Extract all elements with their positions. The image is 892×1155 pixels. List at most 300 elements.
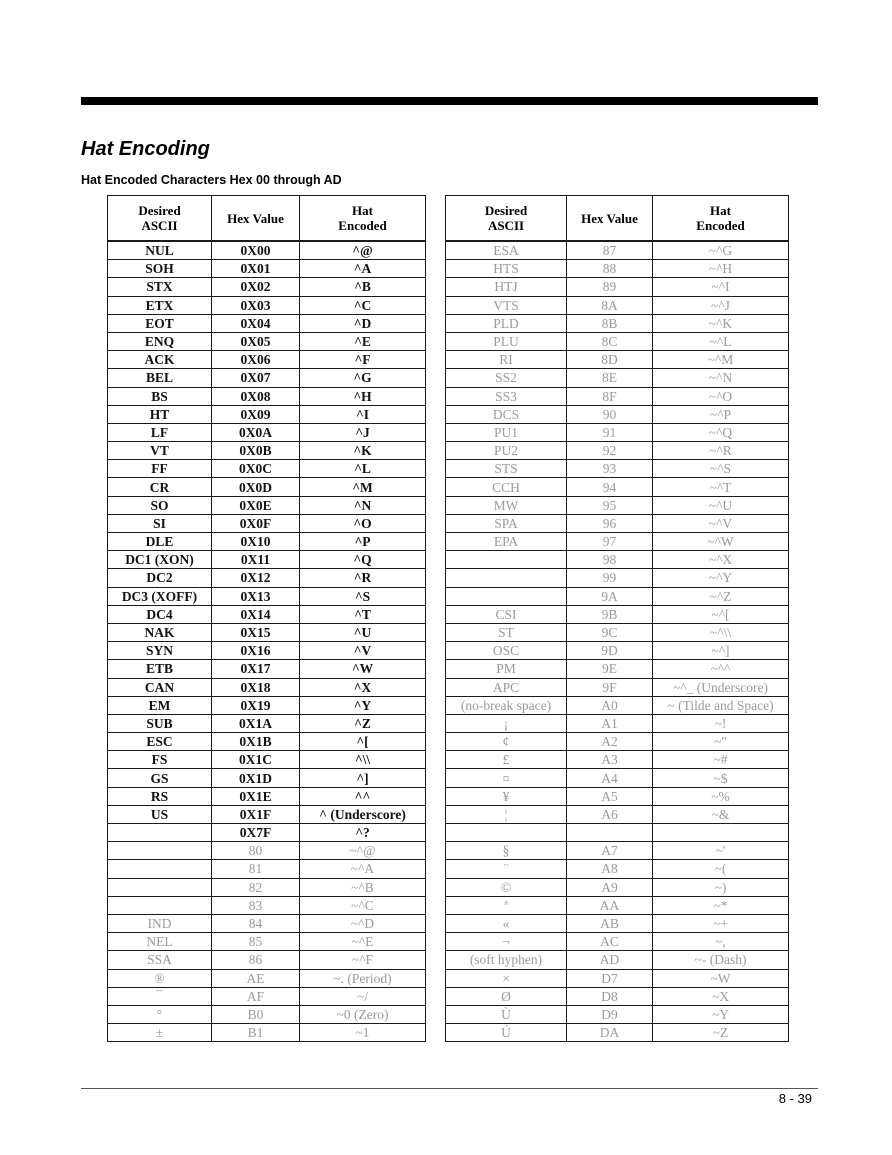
- col-header-hex-value: Hex Value: [567, 196, 653, 242]
- table-row: [446, 842, 789, 860]
- cell-hex-value: D9: [567, 1005, 653, 1023]
- cell-hat-encoded: ~^G: [653, 241, 789, 260]
- cell-hex-value: D8: [567, 987, 653, 1005]
- cell-desired-ascii: °: [108, 1005, 212, 1023]
- cell-hex-value: 0X1A: [212, 714, 300, 732]
- cell-hex-value: 96: [567, 514, 653, 532]
- cell-hex-value: 0X14: [212, 605, 300, 623]
- table-body-left: [108, 241, 426, 1042]
- cell-hex-value: 0X04: [212, 314, 300, 332]
- cell-hat-encoded: ~^X: [653, 551, 789, 569]
- cell-desired-ascii: PU2: [446, 442, 567, 460]
- cell-desired-ascii: PU1: [446, 423, 567, 441]
- table-caption: Hat Encoded Characters Hex 00 through AD: [81, 173, 342, 187]
- table-row: [446, 678, 789, 696]
- col-header-desired-ascii: Desired ASCII: [446, 196, 567, 242]
- table-row: [108, 1005, 426, 1023]
- cell-desired-ascii: CAN: [108, 678, 212, 696]
- table-row: [108, 678, 426, 696]
- cell-hex-value: A9: [567, 878, 653, 896]
- cell-desired-ascii: NAK: [108, 623, 212, 641]
- cell-desired-ascii: IND: [108, 914, 212, 932]
- cell-hat-encoded: ~^M: [653, 351, 789, 369]
- cell-hex-value: 0X0E: [212, 496, 300, 514]
- cell-hat-encoded: ~ (Tilde and Space): [653, 696, 789, 714]
- cell-hat-encoded: ~Z: [653, 1024, 789, 1042]
- table-row: [446, 787, 789, 805]
- cell-hex-value: 0X13: [212, 587, 300, 605]
- table-body-right: [446, 241, 789, 1042]
- cell-desired-ascii: ETX: [108, 296, 212, 314]
- cell-hex-value: 92: [567, 442, 653, 460]
- cell-desired-ascii: DC1 (XON): [108, 551, 212, 569]
- cell-hat-encoded: ~*: [653, 896, 789, 914]
- cell-desired-ascii: RS: [108, 787, 212, 805]
- table-row: [446, 587, 789, 605]
- table-row: [446, 805, 789, 823]
- cell-desired-ascii: HT: [108, 405, 212, 423]
- col-header-hat-encoded: Hat Encoded: [300, 196, 426, 242]
- cell-hex-value: 0X08: [212, 387, 300, 405]
- cell-hex-value: 8F: [567, 387, 653, 405]
- cell-hat-encoded: ~^O: [653, 387, 789, 405]
- cell-hex-value: 8E: [567, 369, 653, 387]
- cell-hat-encoded: ~^W: [653, 533, 789, 551]
- cell-desired-ascii: ±: [108, 1024, 212, 1042]
- table-row: [108, 514, 426, 532]
- table-row: [446, 933, 789, 951]
- cell-desired-ascii: [446, 551, 567, 569]
- cell-hex-value: 9A: [567, 587, 653, 605]
- table-row: [108, 460, 426, 478]
- cell-hex-value: AE: [212, 969, 300, 987]
- cell-desired-ascii: ST: [446, 623, 567, 641]
- table-row: [446, 769, 789, 787]
- cell-hat-encoded: ~W: [653, 969, 789, 987]
- cell-hex-value: A0: [567, 696, 653, 714]
- cell-desired-ascii: OSC: [446, 642, 567, 660]
- cell-hat-encoded: ^L: [300, 460, 426, 478]
- cell-desired-ascii: PLU: [446, 332, 567, 350]
- cell-hex-value: 0X10: [212, 533, 300, 551]
- cell-desired-ascii: CCH: [446, 478, 567, 496]
- table-row: [446, 751, 789, 769]
- cell-hat-encoded: ^V: [300, 642, 426, 660]
- cell-hex-value: 8A: [567, 296, 653, 314]
- cell-hex-value: 83: [212, 896, 300, 914]
- cell-desired-ascii: PLD: [446, 314, 567, 332]
- cell-hex-value: 8B: [567, 314, 653, 332]
- cell-hex-value: A6: [567, 805, 653, 823]
- cell-hex-value: 8C: [567, 332, 653, 350]
- table-row: [108, 351, 426, 369]
- cell-hex-value: 88: [567, 260, 653, 278]
- table-row: [446, 951, 789, 969]
- cell-desired-ascii: [446, 824, 567, 842]
- table-row: [446, 260, 789, 278]
- table-row: [108, 660, 426, 678]
- cell-desired-ascii: ª: [446, 896, 567, 914]
- cell-hex-value: 85: [212, 933, 300, 951]
- cell-desired-ascii: (no-break space): [446, 696, 567, 714]
- cell-hat-encoded: ~%: [653, 787, 789, 805]
- cell-desired-ascii: «: [446, 914, 567, 932]
- cell-hex-value: 0X01: [212, 260, 300, 278]
- table-row: [446, 460, 789, 478]
- cell-desired-ascii: Ù: [446, 1005, 567, 1023]
- cell-desired-ascii: ®: [108, 969, 212, 987]
- table-row: [108, 914, 426, 932]
- cell-hat-encoded: ~^]: [653, 642, 789, 660]
- cell-hex-value: 90: [567, 405, 653, 423]
- table-row: [108, 533, 426, 551]
- cell-hex-value: 9C: [567, 623, 653, 641]
- cell-hat-encoded: ~1: [300, 1024, 426, 1042]
- table-row: [446, 423, 789, 441]
- cell-desired-ascii: BEL: [108, 369, 212, 387]
- table-row: [446, 714, 789, 732]
- cell-hat-encoded: ^O: [300, 514, 426, 532]
- cell-desired-ascii: ¡: [446, 714, 567, 732]
- cell-desired-ascii: FF: [108, 460, 212, 478]
- table-row: [108, 987, 426, 1005]
- cell-hex-value: A3: [567, 751, 653, 769]
- cell-hex-value: 91: [567, 423, 653, 441]
- cell-hex-value: A5: [567, 787, 653, 805]
- cell-hex-value: 80: [212, 842, 300, 860]
- table-row: [108, 733, 426, 751]
- table-row: [446, 241, 789, 260]
- cell-hex-value: 0X0A: [212, 423, 300, 441]
- table-row: [108, 1024, 426, 1042]
- table-row: [446, 696, 789, 714]
- cell-hat-encoded: ^R: [300, 569, 426, 587]
- table-row: [446, 1024, 789, 1042]
- cell-desired-ascii: EOT: [108, 314, 212, 332]
- cell-desired-ascii: DCS: [446, 405, 567, 423]
- cell-desired-ascii: VTS: [446, 296, 567, 314]
- cell-hex-value: 94: [567, 478, 653, 496]
- cell-hat-encoded: ~^R: [653, 442, 789, 460]
- table-row: [108, 751, 426, 769]
- table-row: [446, 442, 789, 460]
- cell-hat-encoded: ~^L: [653, 332, 789, 350]
- cell-hex-value: 0X16: [212, 642, 300, 660]
- cell-hat-encoded: ^J: [300, 423, 426, 441]
- cell-hat-encoded: ^M: [300, 478, 426, 496]
- cell-hex-value: 97: [567, 533, 653, 551]
- cell-desired-ascii: GS: [108, 769, 212, 787]
- cell-hat-encoded: ^E: [300, 332, 426, 350]
- table-row: [446, 969, 789, 987]
- cell-hex-value: AB: [567, 914, 653, 932]
- cell-desired-ascii: ESA: [446, 241, 567, 260]
- cell-hex-value: 9B: [567, 605, 653, 623]
- cell-hex-value: 0X1B: [212, 733, 300, 751]
- table-row: [108, 478, 426, 496]
- cell-desired-ascii: EM: [108, 696, 212, 714]
- cell-hex-value: 82: [212, 878, 300, 896]
- cell-desired-ascii: RI: [446, 351, 567, 369]
- hat-encoding-table-right: [445, 195, 789, 1042]
- cell-hat-encoded: ^B: [300, 278, 426, 296]
- table-row: [108, 714, 426, 732]
- cell-desired-ascii: STS: [446, 460, 567, 478]
- cell-hat-encoded: ~^N: [653, 369, 789, 387]
- cell-hat-encoded: ^\\: [300, 751, 426, 769]
- cell-desired-ascii: ACK: [108, 351, 212, 369]
- cell-hat-encoded: ^C: [300, 296, 426, 314]
- cell-desired-ascii: ¦: [446, 805, 567, 823]
- cell-desired-ascii: PM: [446, 660, 567, 678]
- table-row: [446, 387, 789, 405]
- cell-desired-ascii: ESC: [108, 733, 212, 751]
- table-row: [446, 896, 789, 914]
- table-row: [108, 260, 426, 278]
- cell-desired-ascii: [108, 878, 212, 896]
- cell-desired-ascii: CSI: [446, 605, 567, 623]
- cell-hex-value: [567, 824, 653, 842]
- table-row: [108, 951, 426, 969]
- table-row: [446, 551, 789, 569]
- cell-hat-encoded: ~^V: [653, 514, 789, 532]
- table-row: [108, 605, 426, 623]
- cell-hat-encoded: ~": [653, 733, 789, 751]
- table-row: [108, 860, 426, 878]
- section-title: Hat Encoding: [81, 138, 210, 160]
- cell-desired-ascii: SS3: [446, 387, 567, 405]
- col-header-hat-encoded: Hat Encoded: [653, 196, 789, 242]
- cell-hat-encoded: ^F: [300, 351, 426, 369]
- cell-hat-encoded: ^H: [300, 387, 426, 405]
- cell-hat-encoded: [653, 824, 789, 842]
- cell-hat-encoded: ~): [653, 878, 789, 896]
- cell-hat-encoded: ~^Q: [653, 423, 789, 441]
- cell-hat-encoded: ~^Z: [653, 587, 789, 605]
- cell-hex-value: A8: [567, 860, 653, 878]
- table-row: [108, 787, 426, 805]
- cell-hat-encoded: ~$: [653, 769, 789, 787]
- table-row: [108, 387, 426, 405]
- cell-hex-value: 0X05: [212, 332, 300, 350]
- cell-hex-value: 84: [212, 914, 300, 932]
- table-row: [108, 933, 426, 951]
- cell-desired-ascii: SYN: [108, 642, 212, 660]
- cell-hat-encoded: ~^S: [653, 460, 789, 478]
- table-row: [446, 1005, 789, 1023]
- table-row: [446, 278, 789, 296]
- cell-hex-value: 0X1F: [212, 805, 300, 823]
- cell-hex-value: D7: [567, 969, 653, 987]
- cell-desired-ascii: [108, 896, 212, 914]
- cell-hex-value: 0X18: [212, 678, 300, 696]
- table-row: [446, 369, 789, 387]
- cell-hex-value: 9D: [567, 642, 653, 660]
- cell-hat-encoded: ^ (Underscore): [300, 805, 426, 823]
- cell-desired-ascii: [108, 842, 212, 860]
- cell-desired-ascii: SUB: [108, 714, 212, 732]
- cell-hat-encoded: ^K: [300, 442, 426, 460]
- table-row: [108, 587, 426, 605]
- table-row: [108, 332, 426, 350]
- table-row: [108, 442, 426, 460]
- cell-hat-encoded: ~^J: [653, 296, 789, 314]
- cell-hex-value: 0X0B: [212, 442, 300, 460]
- cell-desired-ascii: SOH: [108, 260, 212, 278]
- col-header-hex-value: Hex Value: [212, 196, 300, 242]
- cell-desired-ascii: [108, 824, 212, 842]
- cell-hex-value: B1: [212, 1024, 300, 1042]
- cell-desired-ascii: ¨: [446, 860, 567, 878]
- cell-hex-value: 8D: [567, 351, 653, 369]
- cell-desired-ascii: ¬: [446, 933, 567, 951]
- hat-encoding-table-left: [107, 195, 426, 1042]
- table-row: [108, 805, 426, 823]
- cell-desired-ascii: CR: [108, 478, 212, 496]
- table-row: [446, 878, 789, 896]
- cell-desired-ascii: ETB: [108, 660, 212, 678]
- cell-hex-value: 0X12: [212, 569, 300, 587]
- cell-hat-encoded: ^^: [300, 787, 426, 805]
- cell-hex-value: 0X17: [212, 660, 300, 678]
- cell-hat-encoded: ^W: [300, 660, 426, 678]
- table-row: [108, 278, 426, 296]
- cell-hat-encoded: ~^U: [653, 496, 789, 514]
- cell-hat-encoded: ^N: [300, 496, 426, 514]
- cell-desired-ascii: LF: [108, 423, 212, 441]
- cell-hat-encoded: ~^^: [653, 660, 789, 678]
- table-row: [108, 241, 426, 260]
- table-row: [446, 533, 789, 551]
- cell-desired-ascii: DLE: [108, 533, 212, 551]
- cell-hat-encoded: ~/: [300, 987, 426, 1005]
- cell-hat-encoded: ^T: [300, 605, 426, 623]
- cell-hat-encoded: ~^_ (Underscore): [653, 678, 789, 696]
- cell-desired-ascii: Ú: [446, 1024, 567, 1042]
- cell-hat-encoded: ~^\\: [653, 623, 789, 641]
- table-row: [446, 496, 789, 514]
- table-row: [108, 769, 426, 787]
- table-row: [446, 351, 789, 369]
- table-row: [446, 569, 789, 587]
- cell-desired-ascii: ×: [446, 969, 567, 987]
- cell-desired-ascii: DC2: [108, 569, 212, 587]
- cell-hat-encoded: ^S: [300, 587, 426, 605]
- cell-hat-encoded: ^]: [300, 769, 426, 787]
- cell-hat-encoded: ~. (Period): [300, 969, 426, 987]
- cell-desired-ascii: VT: [108, 442, 212, 460]
- cell-hat-encoded: ^P: [300, 533, 426, 551]
- cell-hat-encoded: ~^K: [653, 314, 789, 332]
- cell-hat-encoded: ^U: [300, 623, 426, 641]
- table-row: [108, 623, 426, 641]
- cell-hat-encoded: ~+: [653, 914, 789, 932]
- cell-desired-ascii: SSA: [108, 951, 212, 969]
- cell-hat-encoded: ^Q: [300, 551, 426, 569]
- cell-hex-value: 95: [567, 496, 653, 514]
- cell-hex-value: A7: [567, 842, 653, 860]
- cell-hex-value: 0X0F: [212, 514, 300, 532]
- cell-hat-encoded: ~^[: [653, 605, 789, 623]
- cell-hat-encoded: ~^A: [300, 860, 426, 878]
- cell-hat-encoded: ~^C: [300, 896, 426, 914]
- cell-desired-ascii: [108, 860, 212, 878]
- cell-desired-ascii: DC4: [108, 605, 212, 623]
- cell-hat-encoded: ~^E: [300, 933, 426, 951]
- table-row: [446, 642, 789, 660]
- cell-hat-encoded: ~^Y: [653, 569, 789, 587]
- cell-hex-value: 9F: [567, 678, 653, 696]
- cell-hex-value: 0X00: [212, 241, 300, 260]
- cell-desired-ascii: SO: [108, 496, 212, 514]
- table-row: [108, 296, 426, 314]
- col-header-desired-ascii: Desired ASCII: [108, 196, 212, 242]
- cell-hex-value: 0X11: [212, 551, 300, 569]
- cell-hex-value: 0X07: [212, 369, 300, 387]
- cell-hat-encoded: ^X: [300, 678, 426, 696]
- cell-hex-value: 0X15: [212, 623, 300, 641]
- cell-hex-value: A4: [567, 769, 653, 787]
- table-row: [108, 969, 426, 987]
- table-row: [108, 423, 426, 441]
- cell-hex-value: 0X06: [212, 351, 300, 369]
- cell-desired-ascii: (soft hyphen): [446, 951, 567, 969]
- cell-hex-value: 99: [567, 569, 653, 587]
- cell-desired-ascii: ¤: [446, 769, 567, 787]
- table-row: [446, 405, 789, 423]
- cell-hex-value: DA: [567, 1024, 653, 1042]
- cell-hex-value: 0X03: [212, 296, 300, 314]
- cell-hex-value: 89: [567, 278, 653, 296]
- table-row: [108, 824, 426, 842]
- cell-hex-value: 0X02: [212, 278, 300, 296]
- cell-hat-encoded: ~^P: [653, 405, 789, 423]
- cell-desired-ascii: §: [446, 842, 567, 860]
- cell-hex-value: AA: [567, 896, 653, 914]
- table-row: [108, 569, 426, 587]
- cell-desired-ascii: SS2: [446, 369, 567, 387]
- cell-hat-encoded: ~': [653, 842, 789, 860]
- bottom-rule: [81, 1088, 818, 1089]
- cell-hat-encoded: ^I: [300, 405, 426, 423]
- cell-desired-ascii: BS: [108, 387, 212, 405]
- cell-hex-value: AD: [567, 951, 653, 969]
- cell-desired-ascii: DC3 (XOFF): [108, 587, 212, 605]
- cell-desired-ascii: SI: [108, 514, 212, 532]
- cell-hex-value: A1: [567, 714, 653, 732]
- cell-hex-value: 81: [212, 860, 300, 878]
- cell-desired-ascii: HTJ: [446, 278, 567, 296]
- cell-hex-value: B0: [212, 1005, 300, 1023]
- table-row: [446, 514, 789, 532]
- cell-hex-value: 0X1D: [212, 769, 300, 787]
- table-row: [446, 824, 789, 842]
- table-row: [446, 314, 789, 332]
- table-row: [108, 496, 426, 514]
- cell-hat-encoded: ^G: [300, 369, 426, 387]
- cell-hat-encoded: ^Z: [300, 714, 426, 732]
- cell-hat-encoded: ~^B: [300, 878, 426, 896]
- cell-desired-ascii: Ø: [446, 987, 567, 1005]
- cell-hex-value: 87: [567, 241, 653, 260]
- cell-desired-ascii: FS: [108, 751, 212, 769]
- top-rule: [81, 97, 818, 105]
- cell-desired-ascii: HTS: [446, 260, 567, 278]
- cell-hat-encoded: ~,: [653, 933, 789, 951]
- cell-hex-value: AC: [567, 933, 653, 951]
- cell-hat-encoded: ^?: [300, 824, 426, 842]
- cell-hex-value: 0X1C: [212, 751, 300, 769]
